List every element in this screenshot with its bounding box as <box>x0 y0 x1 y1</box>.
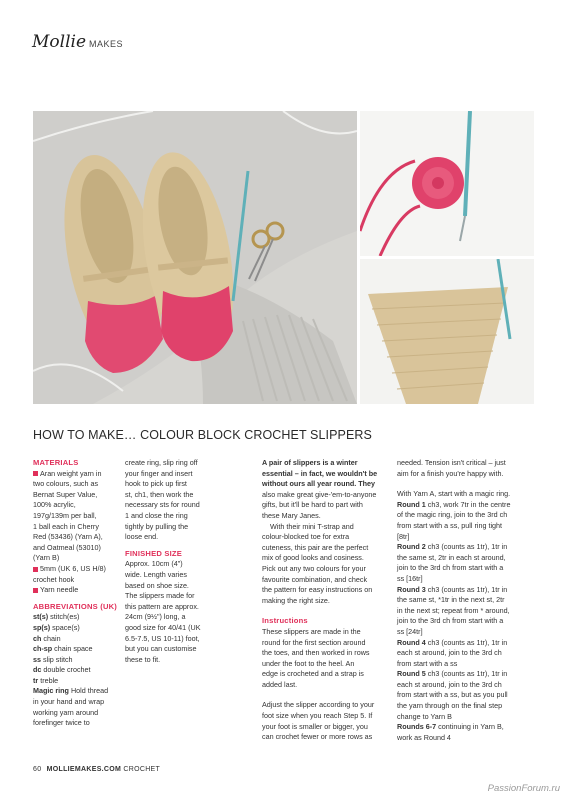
intro-paragraph: A pair of slippers is a winter essential – in fact, we wouldn't be without ours all year round. They also make great give-'em-to-anyone gifts, but it'll be hard to part with these Mary Janes. <box>262 458 378 520</box>
round-3: Round 3 ch3 (counts as 1tr), 1tr in the same st, *1tr in the next st, 2tr in the next st; repeat from * around, join to the 3rd ch from start with a ss [24tr] <box>397 584 510 636</box>
tension-paragraph: needed. Tension isn't critical – just aim for a finish you're happy with. <box>397 458 506 478</box>
intro-paragraph-2: With their mini T-strap and colour-blocked toe for extra cuteness, this pair are the perfect mix of good looks and cosiness. Pick out any two colours for your favourite combination, and check the pattern for easy instructions on making the right size. <box>262 521 373 605</box>
abbr-item: dc double crochet <box>33 665 91 675</box>
abbreviations-list: st(s) stitch(es) sp(s) space(s) ch chain ch-sp chain space ss slip stitch dc double crochet tr treble Magic ring Hold thread in your hand and wrap working yarn around forefinger twice to <box>33 612 123 729</box>
finished-size-heading: FINISHED SIZE <box>125 548 183 558</box>
round-5: Round 5 ch3 (counts as 1tr), 1tr in each st around, join to the 3rd ch from start with a ss, but as you pull the yarn through on the final step change to Yarn B <box>397 669 508 721</box>
brand-logo: Mollie <box>32 32 87 52</box>
bullet-square-icon <box>33 588 38 593</box>
crochet-wedge-photo <box>360 259 534 404</box>
start-line: With Yarn A, start with a magic ring. <box>397 489 511 499</box>
magic-ring-continued: create ring, slip ring off your finger and insert hook to pick up first st, ch1, then work the necessary sts for round 1 and close the ring tightly by pulling the loose end. <box>125 458 200 542</box>
abbr-item: tr treble <box>33 675 59 685</box>
intro-column <box>262 458 392 743</box>
page-footer <box>33 766 160 773</box>
page-number: 60 <box>33 766 42 773</box>
material-item: 5mm (UK 6, US H/8) crochet hook <box>33 563 106 584</box>
slippers-photo <box>33 111 357 404</box>
finished-size-text: Approx. 10cm (4") wide. Length varies based on shoe size. The slippers made for this pattern are approx. 24cm (9½") long, a good size for 40/41 (UK 6.5-7.5, US 10-11) foot, but you can customise these to fit. <box>125 559 201 664</box>
rounds-6-7: Rounds 6-7 continuing in Yarn B, work as Round 4 <box>397 722 504 742</box>
round-4: Round 4 ch3 (counts as 1tr), 1tr in each st around, join to the 3rd ch from start with a ss <box>397 637 508 668</box>
abbr-item: ch-sp chain space <box>33 644 93 654</box>
round-1: Round 1 ch3, work 7tr in the centre of the magic ring, join to the 3rd ch from start with a ss, pull ring tight [8tr] <box>397 499 511 541</box>
abbr-item: sp(s) space(s) <box>33 622 80 632</box>
watermark: PassionForum.ru <box>487 783 560 794</box>
bullet-square-icon <box>33 567 38 572</box>
material-item: Yarn needle <box>33 585 123 596</box>
pattern-column <box>397 458 537 743</box>
abbreviations-heading: ABBREVIATIONS (UK) <box>33 601 118 611</box>
materials-list <box>33 469 123 596</box>
abbr-item: st(s) stitch(es) <box>33 612 80 622</box>
material-item: Aran weight yarn in two colours, such as Bernat Super Value, 100% acrylic, 197g/139m per ball, 1 ball each in Cherry Red (53436) (Yarn A), and Oatmeal (53010) (Yarn B) <box>33 468 103 563</box>
round-2: Round 2 ch3 (counts as 1tr), 1tr in the same st, 2tr in each st around, join to the 3rd ch from start with a ss [16tr] <box>397 542 508 583</box>
abbr-item: ss slip stitch <box>33 654 73 664</box>
magazine-header <box>32 32 123 52</box>
footer-section: CROCHET <box>123 766 161 773</box>
instructions-paragraph: These slippers are made in the round for the first section around the toes, and then worked in rows under the foot to the heel. An edge is crocheted and a strap is added last. <box>262 626 370 689</box>
magic-ring-photo <box>360 111 534 256</box>
footer-site: MOLLIEMAKES.COM <box>46 766 122 773</box>
abbr-item: Magic ring Hold thread <box>33 686 109 696</box>
brand-tag: MAKES <box>89 39 124 49</box>
bullet-square-icon <box>33 471 38 476</box>
instructions-paragraph-2: Adjust the slipper according to your foot size when you reach Step 5. If your foot is smaller or bigger, you can crochet fewer or more rows as <box>262 700 375 742</box>
page-title: HOW TO MAKE… COLOUR BLOCK CROCHET SLIPPERS <box>33 428 372 442</box>
materials-heading: MATERIALS <box>33 458 79 467</box>
instructions-heading: Instructions <box>262 616 308 626</box>
materials-column <box>33 458 123 729</box>
size-column <box>125 458 225 665</box>
abbr-item: ch chain <box>33 633 61 643</box>
